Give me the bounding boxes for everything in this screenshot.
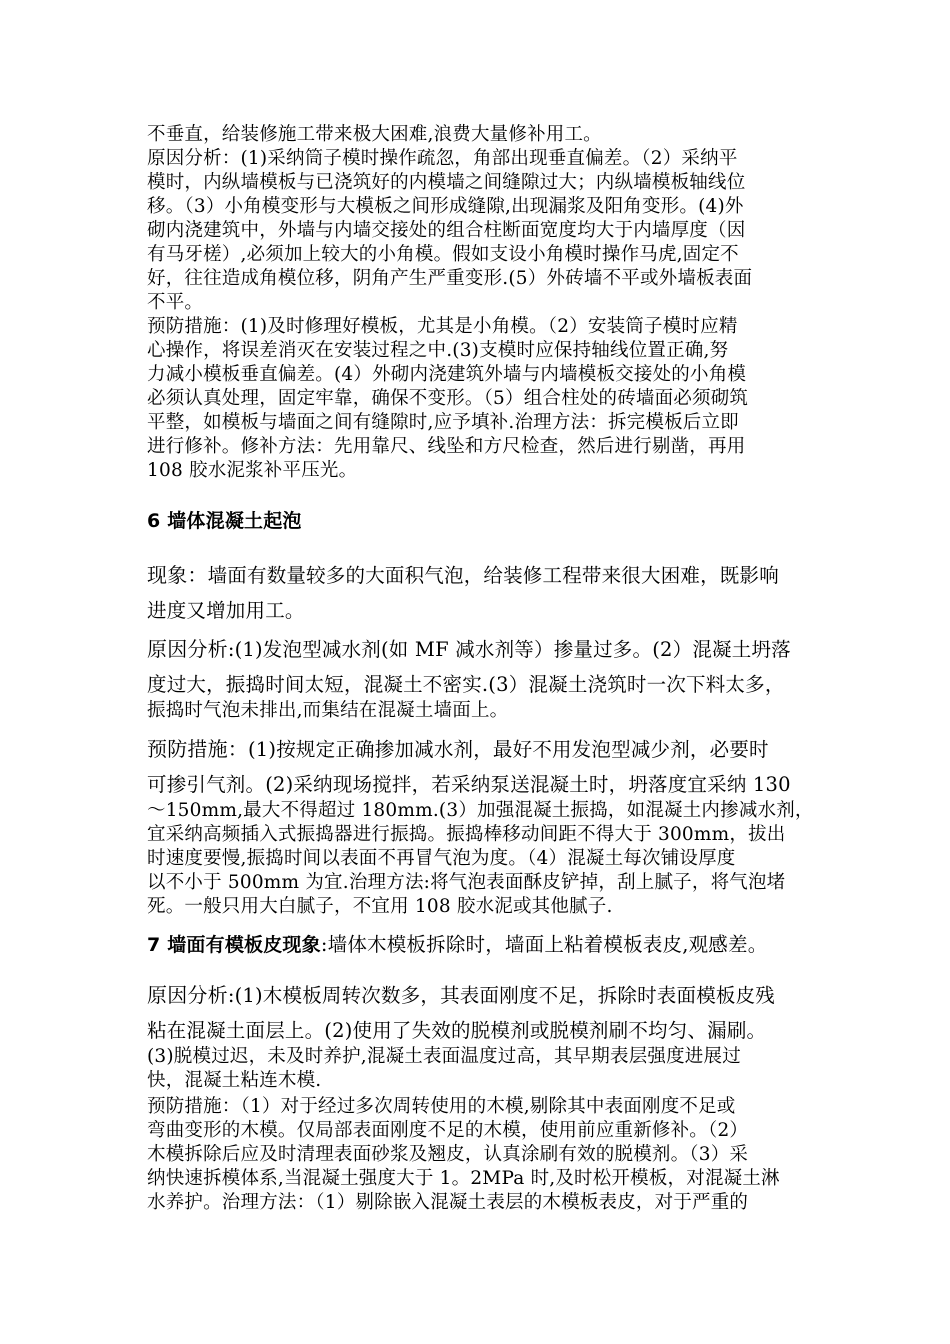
cause-label: 原因分析 [147, 637, 228, 661]
text-line: 度过大，振捣时间太短，混凝土不密实.(3）混凝土浇筑时一次下料太多， [147, 673, 785, 696]
phenomenon-label: 现象： [147, 563, 208, 587]
text-line: 以不小于 500mm 为宜.治理方法:将气泡表面酥皮铲掉，刮上腻子，将气泡堵 [147, 872, 786, 893]
text-line: 不平。 [147, 292, 204, 313]
text-line: 预防措施：（1）对于经过多次周转使用的木模,剔除其中表面刚度不足或 [147, 1096, 736, 1117]
section-6-heading: 6 墙体混凝土起泡 [147, 510, 302, 532]
text-line: ～150mm,最大不得超过 180mm.(3）加强混凝土振捣，如混凝土内掺减水剂， [147, 800, 814, 821]
text-span: :墙体木模板拆除时，墙面上粘着模板表皮,观感差。 [320, 933, 768, 956]
section-6-phenomenon [147, 562, 817, 589]
text-line: 好，往往造成角模位移，阴角产生严重变形.(5）外砖墙不平或外墙板表面 [147, 268, 753, 289]
text-span: 墙面有数量较多的大面积气泡，给装修工程带来很大困难，既影响 [207, 564, 779, 587]
section-6-prevention [147, 736, 817, 763]
text-line: 108 胶水泥浆补平压光。 [147, 460, 358, 481]
text-line: (3)脱模过迟，未及时养护,混凝土表面温度过高，其早期表层强度进展过 [147, 1046, 741, 1067]
section-7-heading [147, 932, 817, 958]
text-line: 纳快速拆模体系,当混凝土强度大于 1。2MPa 时,及时松开模板，对混凝土淋 [147, 1168, 780, 1189]
text-line: 进度又增加用工。 [147, 599, 305, 622]
text-line: 平整，如模板与墙面之间有缝隙时,应予填补.治理方法：拆完模板后立即 [147, 412, 739, 433]
text-line: 不垂直，给装修施工带来极大困难,浪费大量修补用工。 [147, 124, 602, 145]
section-7-title: 7 墙面有模板皮现象 [147, 934, 321, 956]
cause-label: 原因分析 [147, 983, 228, 1007]
prevention-label: 预防措施： [147, 737, 248, 761]
text-span: :(1)发泡型减水剂(如 MF 减水剂等）掺量过多。(2）混凝土坍落 [227, 638, 791, 661]
text-line: 木模拆除后应及时清理表面砂浆及翘皮，认真涂刷有效的脱模剂。（3）采 [147, 1144, 749, 1165]
text-line: 水养护。治理方法：（1）剔除嵌入混凝土表层的木模板表皮，对于严重的 [147, 1192, 749, 1213]
text-line: 移。（3）小角模变形与大模板之间形成缝隙,出现漏浆及阳角变形。(4)外 [147, 196, 744, 217]
text-line: 快，混凝土粘连木模. [147, 1070, 322, 1091]
text-line: 可掺引气剂。(2)采纳现场搅拌，若采纳泵送混凝土时，坍落度宜采纳 130 [147, 773, 791, 796]
section-6-cause [147, 636, 817, 663]
text-line: 原因分析：(1)采纳筒子模时操作疏忽，角部出现垂直偏差。（2）采纳平 [147, 148, 738, 169]
text-span: :(1)木模板周转次数多，其表面刚度不足，拆除时表面模板皮残 [227, 984, 776, 1007]
text-line: 模时，内纵墙模板与已浇筑好的内模墙之间缝隙过大；内纵墙模板轴线位 [147, 172, 746, 193]
text-line: 进行修补。修补方法：先用靠尺、线坠和方尺检查，然后进行剔凿，再用 [147, 436, 746, 457]
text-span: (1)按规定正确掺加减水剂，最好不用发泡型减少剂，必要时 [248, 738, 769, 761]
text-line: 砌内浇建筑中，外墙与内墙交接处的组合柱断面宽度均大于内墙厚度（因 [147, 220, 746, 241]
text-line: 预防措施：(1)及时修理好模板，尤其是小角模。（2）安装筒子模时应精 [147, 316, 738, 337]
text-line: 死。一般只用大白腻子，不宜用 108 胶水泥或其他腻子. [147, 896, 613, 917]
text-line: 宜采纳高频插入式振捣器进行振捣。振捣棒移动间距不得大于 300mm，拔出 [147, 824, 786, 845]
text-line: 时速度要慢,振捣时间以表面不再冒气泡为度。（4）混凝土每次铺设厚度 [147, 848, 736, 869]
text-line: 力减小模板垂直偏差。(4）外砌内浇建筑外墙与内墙模板交接处的小角模 [147, 364, 747, 385]
text-line: 振捣时气泡未排出,而集结在混凝土墙面上。 [147, 700, 509, 721]
section-7-cause [147, 982, 817, 1009]
text-line: 弯曲变形的木模。仅局部表面刚度不足的木模，使用前应重新修补。（2） [147, 1120, 749, 1141]
text-line: 必须认真处理，固定牢靠，确保不变形。（5）组合柱处的砖墙面必须砌筑 [147, 388, 749, 409]
text-line: 心操作，将误差消灭在安装过程之中.(3)支模时应保持轴线位置正确,努 [147, 340, 729, 361]
text-line: 粘在混凝土面层上。(2)使用了失效的脱模剂或脱模剂刷不均匀、漏刷。 [147, 1019, 767, 1042]
text-line: 有马牙槎）,必须加上较大的小角模。假如支设小角模时操作马虎,固定不 [147, 244, 739, 265]
